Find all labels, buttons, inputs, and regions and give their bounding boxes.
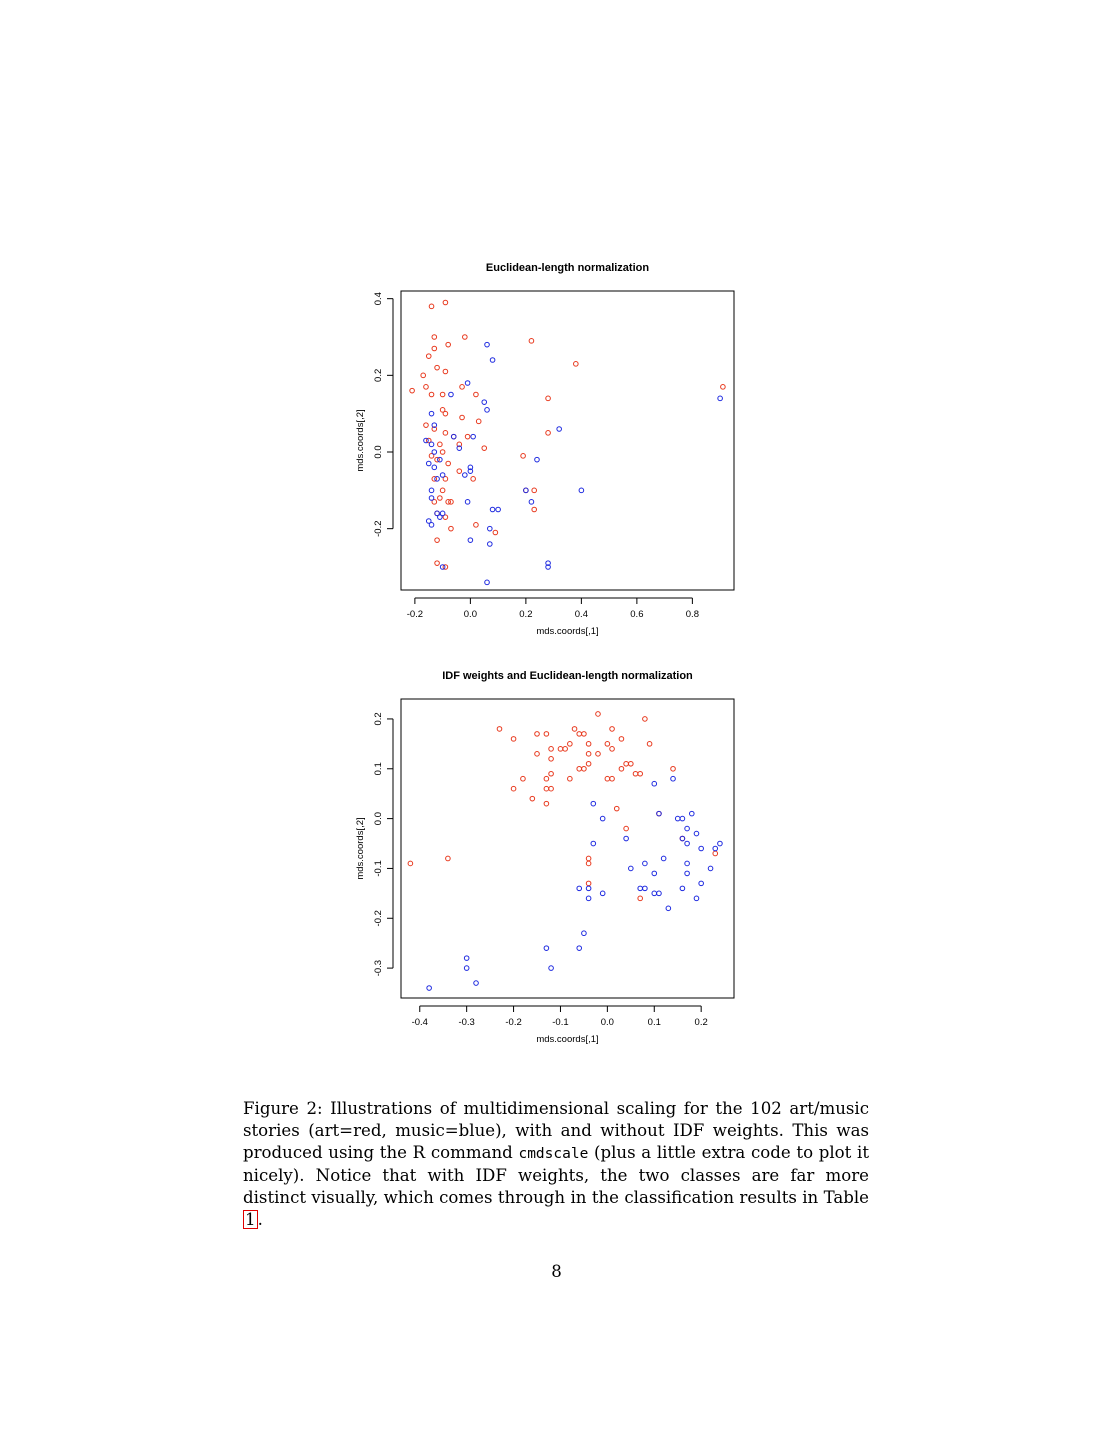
plot1-point-music (438, 515, 443, 520)
plot1-point-art (521, 454, 526, 459)
plot1-point-art (476, 419, 481, 424)
plot2-point-art (521, 776, 526, 781)
plot2-x-tick-label: -0.1 (552, 1017, 569, 1028)
plot2-point-music (685, 871, 690, 876)
plot1-point-music (579, 488, 584, 493)
plot1-point-music (488, 542, 493, 547)
plot2-point-music (652, 871, 657, 876)
plot2-point-art (568, 776, 573, 781)
plot2-point-music (718, 841, 723, 846)
plot1-point-music (485, 342, 490, 347)
plot2-point-music (680, 836, 685, 841)
plot2-point-art (638, 771, 643, 776)
plot2-point-art (549, 786, 554, 791)
plot2-point-art (629, 761, 634, 766)
plot2-point-art (582, 766, 587, 771)
plot1-point-art (435, 538, 440, 543)
plot2-point-art (586, 856, 591, 861)
plot1-point-art (438, 496, 443, 501)
plot1-point-art (474, 523, 479, 528)
plot1-point-art (574, 362, 579, 367)
plot1-x-tick-label: 0.2 (519, 609, 533, 620)
plot2-y-tick-label: 0.1 (373, 762, 384, 776)
plot1-point-music (529, 500, 534, 505)
plot1-point-art (443, 411, 448, 416)
plot2-point-art (568, 742, 573, 747)
plot2-point-art (577, 732, 582, 737)
plot2-point-art (619, 737, 624, 742)
plot2-point-music (657, 811, 662, 816)
plot2-point-art (596, 752, 601, 757)
plot1-point-art (529, 339, 534, 344)
plot1-point-art (435, 561, 440, 566)
plot2-point-music (544, 946, 549, 951)
plot2-point-art (633, 771, 638, 776)
plot1-point-music (557, 427, 562, 432)
plot1-point-art (460, 385, 465, 390)
plot1-y-tick-label: 0.4 (373, 292, 384, 306)
plot2-point-art (544, 786, 549, 791)
plot1-point-art (443, 300, 448, 305)
plot2-point-music (685, 826, 690, 831)
plot2-point-music (689, 811, 694, 816)
plot1-point-art (410, 388, 415, 393)
plot1-point-art (457, 469, 462, 474)
plot1-point-music (440, 473, 445, 478)
plot2-point-art (582, 732, 587, 737)
plot2-point-art (572, 727, 577, 732)
plot2-point-music (699, 846, 704, 851)
plot2-x-tick-label: 0.2 (694, 1017, 708, 1028)
plot1-point-art (546, 431, 551, 436)
plot1-point-music (465, 381, 470, 386)
plot1-point-art (421, 373, 426, 378)
plot1-point-art (460, 415, 465, 420)
plot1-group (355, 262, 734, 637)
plot1-point-art (429, 392, 434, 397)
plot2-point-art (605, 742, 610, 747)
caption-code: cmdscale (518, 1146, 589, 1162)
plot1-x-tick-label: 0.8 (685, 609, 699, 620)
plot1-point-music (496, 507, 501, 512)
plot1-x-tick-label: 0.4 (574, 609, 588, 620)
plot1-frame (401, 291, 734, 590)
plot1-point-music (463, 473, 468, 478)
plot2-point-art (497, 727, 502, 732)
plot2-title: IDF weights and Euclidean-length normalization (442, 670, 693, 682)
plot2-x-tick-label: -0.4 (411, 1017, 428, 1028)
plot1-y-tick-label: 0.2 (373, 368, 384, 382)
plot2-point-music (582, 931, 587, 936)
plot2-point-art (446, 856, 451, 861)
plot1-point-music (535, 457, 540, 462)
plot1-point-art (465, 434, 470, 439)
plot2-point-art (619, 766, 624, 771)
plot1-point-art (463, 335, 468, 340)
plot2-point-art (614, 806, 619, 811)
plot1-point-art (440, 450, 445, 455)
plot1-x-tick-label: -0.2 (406, 609, 424, 620)
plot2-point-music (713, 846, 718, 851)
plot1-point-art (532, 507, 537, 512)
table-reference-link[interactable]: 1 (245, 1210, 256, 1229)
plot2-point-art (549, 757, 554, 762)
plot1-point-art (432, 335, 437, 340)
plot1-point-art (443, 369, 448, 374)
plot2-point-music (652, 891, 657, 896)
plot2-point-art (624, 826, 629, 831)
page-number: 8 (551, 1262, 562, 1281)
plot2-point-music (675, 816, 680, 821)
plot2-point-art (624, 761, 629, 766)
caption-end: . (257, 1210, 263, 1229)
plot2-point-music (680, 886, 685, 891)
plot2-point-art (408, 861, 413, 866)
plot1-point-art (424, 385, 429, 390)
plot2-y-tick-label: 0.2 (373, 712, 384, 726)
plot1-point-music (485, 408, 490, 413)
plot2-x-axis-label: mds.coords[,1] (536, 1034, 599, 1045)
plot2-point-art (586, 752, 591, 757)
plot1-point-music (429, 411, 434, 416)
plot2-point-art (544, 801, 549, 806)
plot2-point-art (511, 786, 516, 791)
plot2-point-art (605, 776, 610, 781)
plot2-point-art (535, 752, 540, 757)
plot2-point-art (638, 896, 643, 901)
plot1-x-tick-label: 0.0 (463, 609, 477, 620)
plot2-point-art (544, 732, 549, 737)
plot1-y-axis-label: mds.coords[,2] (355, 409, 366, 472)
figure-caption (243, 1098, 869, 1231)
plot1-point-art (721, 385, 726, 390)
plot1-point-music (449, 392, 454, 397)
caption-middle: (plus a little extra code to plot it nicely). Notice that with IDF weights, the two classes are far more distinct visually, which comes through in the classification results in Table (243, 1143, 869, 1207)
plot1-point-music (429, 523, 434, 528)
plot1-point-art (435, 365, 440, 370)
plot2-group (355, 670, 734, 1045)
plot2-point-music (474, 981, 479, 986)
plot2-point-music (643, 861, 648, 866)
plot2-point-music (666, 906, 671, 911)
plot2-point-art (610, 747, 615, 752)
plot2-point-art (586, 861, 591, 866)
plot1-point-music (429, 496, 434, 501)
plot1-point-art (432, 346, 437, 351)
plot2-point-music (657, 891, 662, 896)
plot2-point-music (427, 986, 432, 991)
plot2-x-tick-label: 0.1 (647, 1017, 661, 1028)
plot1-point-music (718, 396, 723, 401)
plot2-point-music (680, 816, 685, 821)
plot1-point-art (424, 423, 429, 428)
plot2-x-tick-label: -0.2 (505, 1017, 522, 1028)
plot1-point-music (465, 500, 470, 505)
plot1-point-art (440, 392, 445, 397)
plot1-point-art (446, 461, 451, 466)
plot2-point-music (685, 841, 690, 846)
plot1-point-music (451, 434, 456, 439)
plot1-y-tick-label: 0.0 (373, 445, 384, 459)
plot2-point-art (558, 747, 563, 752)
plot1-point-music (429, 442, 434, 447)
plot1-point-art (493, 530, 498, 535)
plot2-point-music (638, 886, 643, 891)
plot2-point-art (549, 747, 554, 752)
plot2-y-axis-label: mds.coords[,2] (355, 817, 366, 880)
plot2-point-music (694, 896, 699, 901)
plot2-point-music (549, 966, 554, 971)
plot2-point-music (577, 946, 582, 951)
plot1-x-tick-label: 0.6 (630, 609, 644, 620)
plot2-point-music (694, 831, 699, 836)
plot1-point-music (524, 488, 529, 493)
plot2-point-art (530, 796, 535, 801)
plot2-point-music (708, 866, 713, 871)
plot2-point-music (699, 881, 704, 886)
plot1-point-music (426, 461, 431, 466)
plot2-point-music (591, 841, 596, 846)
plot1-point-music (429, 488, 434, 493)
plot2-y-tick-label: -0.1 (373, 860, 384, 877)
plot2-point-music (464, 966, 469, 971)
plot1-point-music (490, 358, 495, 363)
plot1-point-art (474, 392, 479, 397)
plot1-point-music (432, 450, 437, 455)
plot2-point-art (549, 771, 554, 776)
plot2-point-music (586, 886, 591, 891)
plot2-point-music (624, 836, 629, 841)
plot1-point-music (468, 538, 473, 543)
plot1-point-art (446, 342, 451, 347)
plot1-point-music (471, 434, 476, 439)
plot2-point-art (511, 737, 516, 742)
plot2-y-tick-label: -0.3 (373, 959, 384, 977)
plot2-point-art (610, 776, 615, 781)
plot2-y-tick-label: 0.0 (373, 811, 384, 826)
plot1-point-music (432, 465, 437, 470)
plot2-x-tick-label: -0.3 (458, 1017, 475, 1028)
plot2-point-art (643, 717, 648, 722)
plot2-point-art (610, 727, 615, 732)
plot2-x-tick-label: 0.0 (600, 1017, 614, 1028)
plot2-point-art (713, 851, 718, 856)
plot2-point-art (671, 766, 676, 771)
plot2-point-art (544, 776, 549, 781)
plot1-point-art (449, 526, 454, 531)
plot2-point-music (586, 896, 591, 901)
plot2-point-music (652, 781, 657, 786)
plot2-point-art (586, 881, 591, 886)
plot1-y-tick-label: -0.2 (373, 520, 384, 537)
plot1-point-art (426, 354, 431, 359)
plot1-point-art (532, 488, 537, 493)
caption-lead: Figure 2: Illustrations of multidimensional scaling for the 102 art/music stories (art=red, music=blue), with and without IDF weights. This was produced using the R command (243, 1099, 869, 1162)
plot1-point-art (443, 431, 448, 436)
plot1-point-art (546, 396, 551, 401)
plot2-point-music (591, 801, 596, 806)
plot1-point-music (488, 526, 493, 531)
plot2-point-art (586, 742, 591, 747)
plot1-point-art (438, 442, 443, 447)
plot2-point-art (535, 732, 540, 737)
plot1-point-art (440, 488, 445, 493)
plot2-point-music (600, 816, 605, 821)
plot2-point-music (661, 856, 666, 861)
plot2-point-art (563, 747, 568, 752)
plot1-x-axis-label: mds.coords[,1] (536, 626, 599, 637)
plot2-point-music (685, 861, 690, 866)
plot2-point-music (629, 866, 634, 871)
plot2-y-tick-label: -0.2 (373, 910, 384, 927)
plot2-point-music (643, 886, 648, 891)
plot1-point-art (482, 446, 487, 451)
plot2-point-music (464, 956, 469, 961)
plot1-point-music (485, 580, 490, 585)
plot2-point-music (600, 891, 605, 896)
plot1-point-music (490, 507, 495, 512)
plot2-point-art (586, 761, 591, 766)
plot2-point-art (596, 712, 601, 717)
plot1-title: Euclidean-length normalization (485, 262, 650, 274)
plot2-point-music (577, 886, 582, 891)
plot2-point-art (647, 742, 652, 747)
plot1-point-art (471, 477, 476, 482)
plot2-point-music (671, 776, 676, 781)
plot1-point-art (429, 304, 434, 309)
plot2-point-art (577, 766, 582, 771)
plot1-point-music (482, 400, 487, 405)
